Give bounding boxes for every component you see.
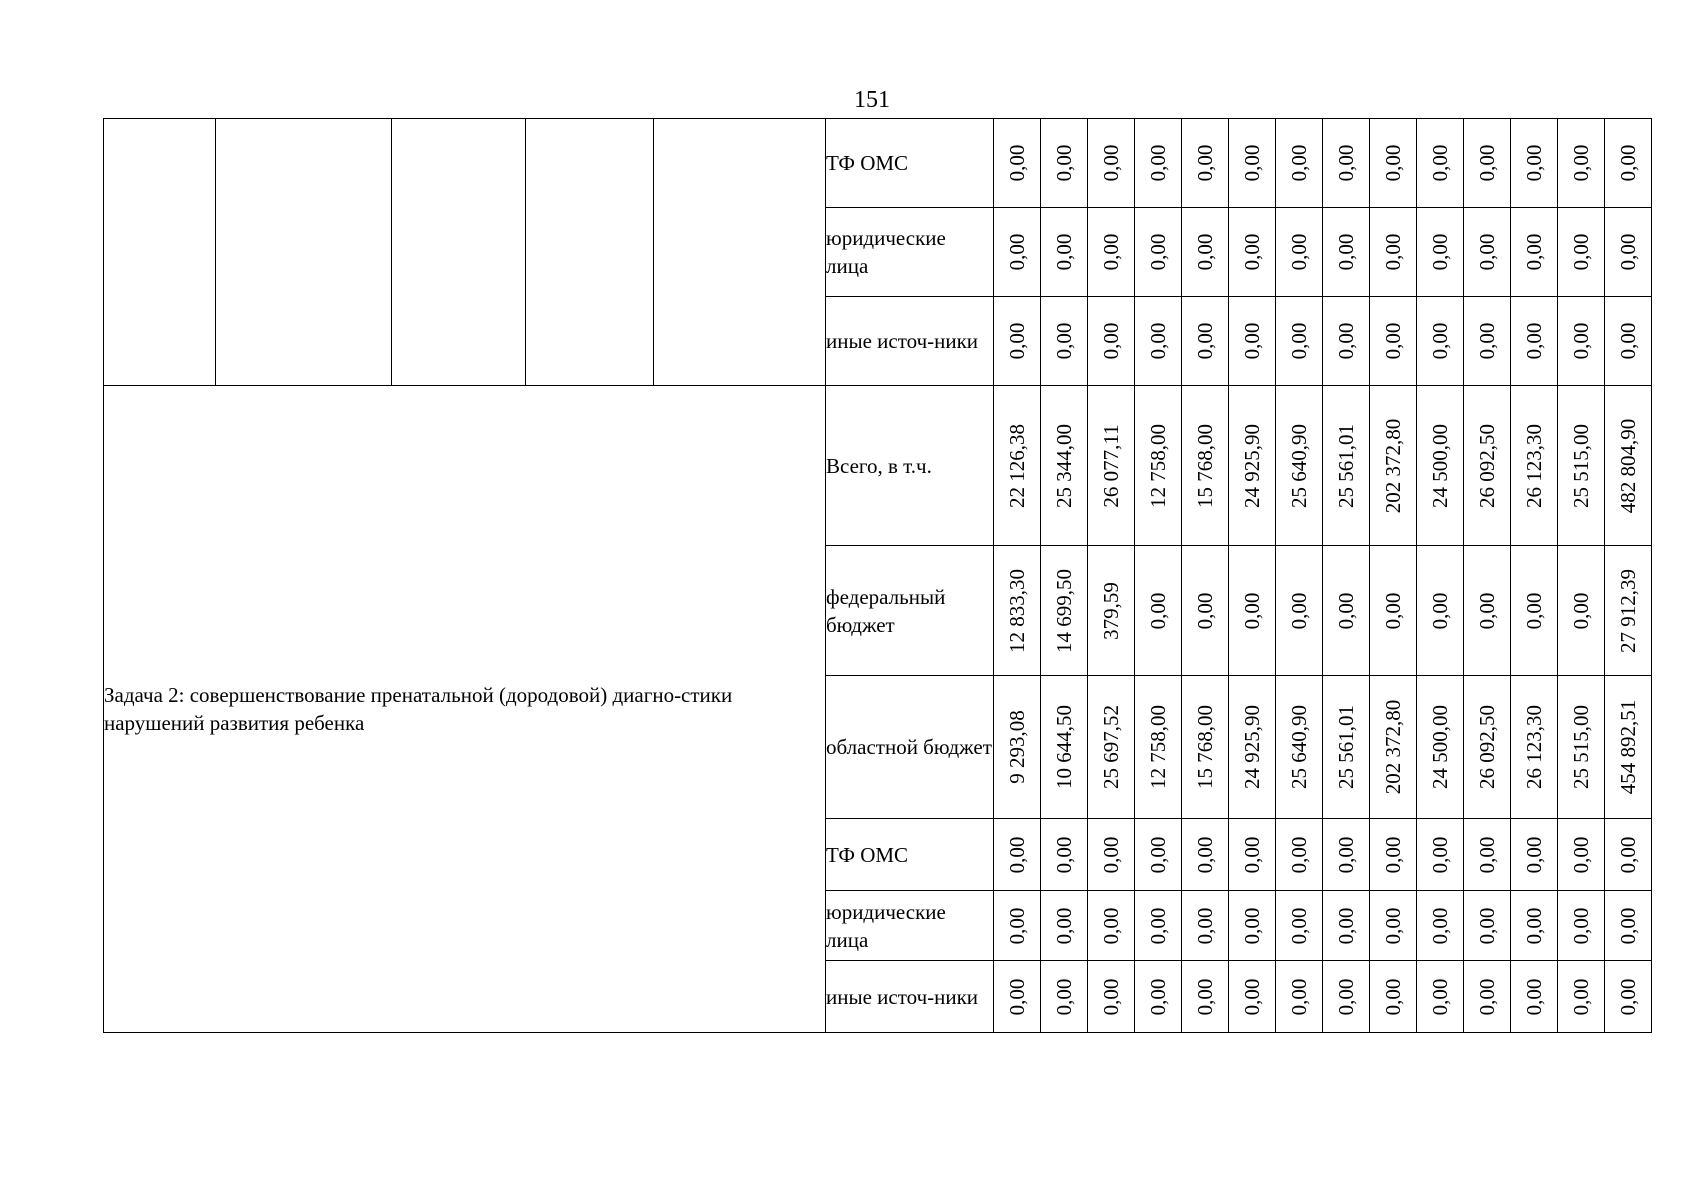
value-cell (994, 119, 1041, 208)
value-text: 14 699,50 (1052, 568, 1076, 653)
funding-source-label: иные источ-ники (826, 961, 994, 1033)
value-cell (1229, 891, 1276, 961)
value-text: 0,00 (1099, 907, 1123, 944)
value-cell (1464, 961, 1511, 1033)
value-cell (1182, 819, 1229, 891)
value-cell (994, 546, 1041, 676)
value-text: 0,00 (1381, 836, 1405, 873)
value-text: 0,00 (1146, 836, 1170, 873)
value-text: 0,00 (1240, 233, 1264, 271)
value-text: 0,00 (1099, 836, 1123, 873)
value-cell (1370, 297, 1417, 386)
value-text: 0,00 (1569, 907, 1593, 944)
value-text: 454 892,51 (1616, 699, 1640, 795)
value-cell (994, 891, 1041, 961)
value-text: 0,00 (1381, 978, 1405, 1015)
value-text: 0,00 (1381, 144, 1405, 182)
value-text: 25 344,00 (1052, 423, 1076, 508)
value-text: 0,00 (1522, 322, 1546, 360)
value-text: 12 758,00 (1146, 705, 1170, 789)
value-text: 24 925,90 (1240, 423, 1264, 508)
value-cell (1558, 676, 1605, 819)
value-text: 0,00 (1381, 907, 1405, 944)
value-cell (1417, 546, 1464, 676)
value-text: 0,00 (1381, 233, 1405, 271)
value-text: 202 372,80 (1381, 699, 1405, 795)
value-text: 0,00 (1099, 322, 1123, 360)
value-text: 24 500,00 (1428, 423, 1452, 508)
value-text: 0,00 (1193, 322, 1217, 360)
value-cell (1088, 819, 1135, 891)
value-cell (1041, 819, 1088, 891)
value-cell (1041, 208, 1088, 297)
value-text: 0,00 (1616, 144, 1640, 182)
value-cell (1417, 891, 1464, 961)
empty-cell (392, 119, 526, 386)
value-cell (1511, 819, 1558, 891)
value-text: 15 768,00 (1193, 705, 1217, 789)
value-cell (1135, 208, 1182, 297)
value-cell (1417, 676, 1464, 819)
value-cell (1511, 676, 1558, 819)
value-text: 0,00 (1569, 233, 1593, 271)
value-text: 0,00 (1099, 233, 1123, 271)
value-cell (994, 819, 1041, 891)
value-text: 0,00 (1428, 978, 1452, 1015)
value-cell (1135, 819, 1182, 891)
value-text: 0,00 (1569, 592, 1593, 629)
value-cell (1229, 819, 1276, 891)
value-text: 0,00 (1616, 322, 1640, 360)
value-text: 0,00 (1146, 144, 1170, 182)
value-cell (1041, 297, 1088, 386)
value-cell (1229, 297, 1276, 386)
value-cell (1464, 891, 1511, 961)
value-cell (1605, 546, 1652, 676)
value-text: 0,00 (1005, 978, 1029, 1015)
value-cell (994, 386, 1041, 546)
value-text: 25 640,90 (1287, 705, 1311, 789)
value-text: 0,00 (1005, 233, 1029, 271)
value-text: 0,00 (1616, 978, 1640, 1015)
value-text: 0,00 (1428, 322, 1452, 360)
value-cell (1417, 297, 1464, 386)
value-text: 0,00 (1475, 978, 1499, 1015)
value-cell (1088, 891, 1135, 961)
value-text: 0,00 (1193, 592, 1217, 629)
value-cell (1417, 819, 1464, 891)
funding-source-label: Всего, в т.ч. (826, 386, 994, 546)
value-cell (1276, 119, 1323, 208)
value-cell (1041, 891, 1088, 961)
table-row (104, 386, 1652, 546)
page-number: 151 (854, 87, 890, 113)
value-text: 0,00 (1334, 592, 1358, 629)
funding-table (103, 118, 1652, 1033)
value-text: 10 644,50 (1052, 705, 1076, 789)
value-text: 25 515,00 (1569, 705, 1593, 789)
value-text: 0,00 (1052, 322, 1076, 360)
value-text: 0,00 (1099, 978, 1123, 1015)
value-text: 26 123,30 (1522, 423, 1546, 508)
value-cell (1088, 961, 1135, 1033)
value-cell (1464, 819, 1511, 891)
value-cell (1135, 297, 1182, 386)
value-cell (1323, 119, 1370, 208)
value-text: 0,00 (1146, 978, 1170, 1015)
value-cell (1605, 297, 1652, 386)
value-cell (1605, 891, 1652, 961)
value-cell (1135, 961, 1182, 1033)
value-text: 25 561,01 (1334, 705, 1358, 789)
value-cell (994, 676, 1041, 819)
value-cell (1464, 386, 1511, 546)
value-text: 0,00 (1428, 233, 1452, 271)
funding-source-label: юридические лица (826, 208, 994, 297)
value-text: 27 912,39 (1616, 568, 1640, 653)
value-cell (1041, 961, 1088, 1033)
value-text: 0,00 (1334, 836, 1358, 873)
value-text: 202 372,80 (1381, 418, 1405, 513)
value-text: 26 077,11 (1099, 423, 1123, 508)
empty-cell (104, 119, 216, 386)
value-cell (1558, 819, 1605, 891)
value-cell (1464, 546, 1511, 676)
value-text: 15 768,00 (1193, 423, 1217, 508)
value-cell (1229, 386, 1276, 546)
value-text: 0,00 (1099, 144, 1123, 182)
value-text: 0,00 (1052, 144, 1076, 182)
value-cell (1605, 961, 1652, 1033)
task-label: Задача 2: совершенствование пренатальной (дородовой) диагно-стики нарушений развития ребенка (104, 386, 826, 1033)
value-text: 0,00 (1334, 907, 1358, 944)
value-cell (1088, 119, 1135, 208)
value-text: 0,00 (1475, 144, 1499, 182)
value-text: 0,00 (1287, 322, 1311, 360)
value-text: 0,00 (1005, 322, 1029, 360)
value-cell (1370, 208, 1417, 297)
value-text: 0,00 (1005, 907, 1029, 944)
value-text: 0,00 (1193, 978, 1217, 1015)
value-text: 0,00 (1287, 233, 1311, 271)
value-cell (1088, 297, 1135, 386)
value-text: 0,00 (1616, 233, 1640, 271)
value-text: 0,00 (1428, 144, 1452, 182)
empty-cell (216, 119, 392, 386)
empty-cell (654, 119, 826, 386)
value-cell (1558, 297, 1605, 386)
value-cell (1370, 891, 1417, 961)
value-text: 0,00 (1475, 907, 1499, 944)
value-text: 22 126,38 (1005, 423, 1029, 508)
value-cell (1417, 386, 1464, 546)
funding-source-label: федеральный бюджет (826, 546, 994, 676)
value-cell (1229, 546, 1276, 676)
value-cell (1041, 119, 1088, 208)
value-text: 0,00 (1428, 592, 1452, 629)
value-cell (1229, 208, 1276, 297)
funding-source-label: ТФ ОМС (826, 119, 994, 208)
value-cell (1182, 961, 1229, 1033)
value-cell (1182, 546, 1229, 676)
value-text: 0,00 (1334, 978, 1358, 1015)
value-cell (1558, 119, 1605, 208)
value-text: 0,00 (1240, 144, 1264, 182)
value-text: 379,59 (1099, 581, 1123, 640)
value-cell (1182, 891, 1229, 961)
value-cell (1276, 297, 1323, 386)
value-cell (1276, 546, 1323, 676)
value-cell (1276, 819, 1323, 891)
value-cell (1464, 208, 1511, 297)
value-text: 0,00 (1616, 836, 1640, 873)
value-cell (1511, 961, 1558, 1033)
value-text: 0,00 (1475, 322, 1499, 360)
value-cell (1605, 386, 1652, 546)
value-text: 0,00 (1193, 836, 1217, 873)
value-text: 0,00 (1569, 978, 1593, 1015)
value-text: 25 515,00 (1569, 423, 1593, 508)
value-text: 0,00 (1193, 144, 1217, 182)
value-text: 0,00 (1522, 144, 1546, 182)
value-cell (1182, 208, 1229, 297)
value-cell (1182, 676, 1229, 819)
value-text: 0,00 (1005, 144, 1029, 182)
value-cell (1511, 208, 1558, 297)
value-cell (1182, 386, 1229, 546)
value-text: 0,00 (1240, 836, 1264, 873)
value-text: 0,00 (1146, 592, 1170, 629)
value-text: 0,00 (1287, 907, 1311, 944)
empty-cell (526, 119, 654, 386)
value-cell (1229, 119, 1276, 208)
value-cell (1135, 676, 1182, 819)
value-text: 9 293,08 (1005, 710, 1029, 784)
value-text: 24 500,00 (1428, 705, 1452, 789)
value-text: 25 561,01 (1334, 423, 1358, 508)
value-text: 0,00 (1522, 978, 1546, 1015)
value-cell (1182, 297, 1229, 386)
value-cell (1464, 119, 1511, 208)
value-text: 0,00 (1381, 322, 1405, 360)
value-cell (994, 208, 1041, 297)
value-text: 25 640,90 (1287, 423, 1311, 508)
value-text: 0,00 (1052, 978, 1076, 1015)
value-text: 0,00 (1522, 836, 1546, 873)
value-text: 0,00 (1240, 907, 1264, 944)
value-cell (1088, 386, 1135, 546)
value-cell (1276, 676, 1323, 819)
value-cell (1370, 119, 1417, 208)
value-text: 0,00 (1146, 907, 1170, 944)
table-row (104, 119, 1652, 208)
value-text: 0,00 (1522, 592, 1546, 629)
value-cell (1370, 546, 1417, 676)
value-cell (1323, 546, 1370, 676)
value-text: 0,00 (1522, 907, 1546, 944)
value-cell (1276, 891, 1323, 961)
value-text: 0,00 (1475, 592, 1499, 629)
value-text: 482 804,90 (1616, 418, 1640, 513)
value-cell (1370, 819, 1417, 891)
value-cell (994, 297, 1041, 386)
value-cell (1511, 386, 1558, 546)
value-cell (1135, 386, 1182, 546)
value-cell (1276, 386, 1323, 546)
value-cell (1182, 119, 1229, 208)
value-cell (1041, 676, 1088, 819)
value-text: 26 092,50 (1475, 423, 1499, 508)
value-cell (1370, 386, 1417, 546)
value-cell (1323, 297, 1370, 386)
value-cell (1088, 208, 1135, 297)
value-text: 24 925,90 (1240, 705, 1264, 789)
value-cell (994, 961, 1041, 1033)
value-text: 0,00 (1240, 592, 1264, 629)
value-text: 0,00 (1287, 144, 1311, 182)
value-cell (1088, 546, 1135, 676)
value-cell (1229, 961, 1276, 1033)
value-text: 0,00 (1616, 907, 1640, 944)
value-cell (1041, 386, 1088, 546)
value-text: 12 758,00 (1146, 423, 1170, 508)
value-text: 0,00 (1052, 907, 1076, 944)
value-cell (1605, 676, 1652, 819)
value-cell (1558, 961, 1605, 1033)
value-cell (1276, 961, 1323, 1033)
value-text: 0,00 (1569, 144, 1593, 182)
value-cell (1041, 546, 1088, 676)
value-text: 0,00 (1287, 592, 1311, 629)
funding-source-label: юридические лица (826, 891, 994, 961)
value-cell (1229, 676, 1276, 819)
value-text: 0,00 (1381, 592, 1405, 629)
value-text: 0,00 (1287, 978, 1311, 1015)
value-cell (1558, 546, 1605, 676)
value-text: 0,00 (1569, 322, 1593, 360)
value-text: 0,00 (1005, 836, 1029, 873)
value-text: 0,00 (1146, 322, 1170, 360)
value-text: 0,00 (1240, 978, 1264, 1015)
value-cell (1135, 546, 1182, 676)
value-text: 0,00 (1334, 233, 1358, 271)
value-text: 0,00 (1334, 144, 1358, 182)
value-cell (1323, 891, 1370, 961)
value-text: 0,00 (1193, 907, 1217, 944)
value-text: 25 697,52 (1099, 705, 1123, 789)
value-cell (1417, 961, 1464, 1033)
value-text: 0,00 (1475, 233, 1499, 271)
value-text: 26 123,30 (1522, 705, 1546, 789)
value-text: 0,00 (1522, 233, 1546, 271)
value-cell (1558, 208, 1605, 297)
value-cell (1135, 119, 1182, 208)
value-text: 0,00 (1428, 907, 1452, 944)
value-cell (1511, 546, 1558, 676)
value-cell (1558, 891, 1605, 961)
value-cell (1323, 208, 1370, 297)
value-cell (1558, 386, 1605, 546)
value-cell (1370, 676, 1417, 819)
value-text: 0,00 (1428, 836, 1452, 873)
value-cell (1605, 819, 1652, 891)
value-text: 0,00 (1193, 233, 1217, 271)
value-text: 0,00 (1287, 836, 1311, 873)
value-cell (1417, 119, 1464, 208)
value-text: 0,00 (1052, 233, 1076, 271)
value-text: 0,00 (1334, 322, 1358, 360)
funding-source-label: областной бюджет (826, 676, 994, 819)
value-text: 0,00 (1569, 836, 1593, 873)
value-cell (1605, 208, 1652, 297)
value-cell (1511, 119, 1558, 208)
value-cell (1511, 891, 1558, 961)
value-text: 0,00 (1146, 233, 1170, 271)
value-text: 0,00 (1052, 836, 1076, 873)
value-cell (1511, 297, 1558, 386)
value-text: 26 092,50 (1475, 705, 1499, 789)
value-cell (1323, 676, 1370, 819)
value-cell (1464, 297, 1511, 386)
value-cell (1088, 676, 1135, 819)
value-cell (1370, 961, 1417, 1033)
value-cell (1605, 119, 1652, 208)
funding-source-label: иные источ-ники (826, 297, 994, 386)
value-cell (1323, 819, 1370, 891)
value-text: 12 833,30 (1005, 568, 1029, 653)
value-text: 0,00 (1240, 322, 1264, 360)
value-cell (1276, 208, 1323, 297)
value-text: 0,00 (1475, 836, 1499, 873)
value-cell (1135, 891, 1182, 961)
funding-source-label: ТФ ОМС (826, 819, 994, 891)
value-cell (1323, 961, 1370, 1033)
value-cell (1464, 676, 1511, 819)
value-cell (1323, 386, 1370, 546)
value-cell (1417, 208, 1464, 297)
